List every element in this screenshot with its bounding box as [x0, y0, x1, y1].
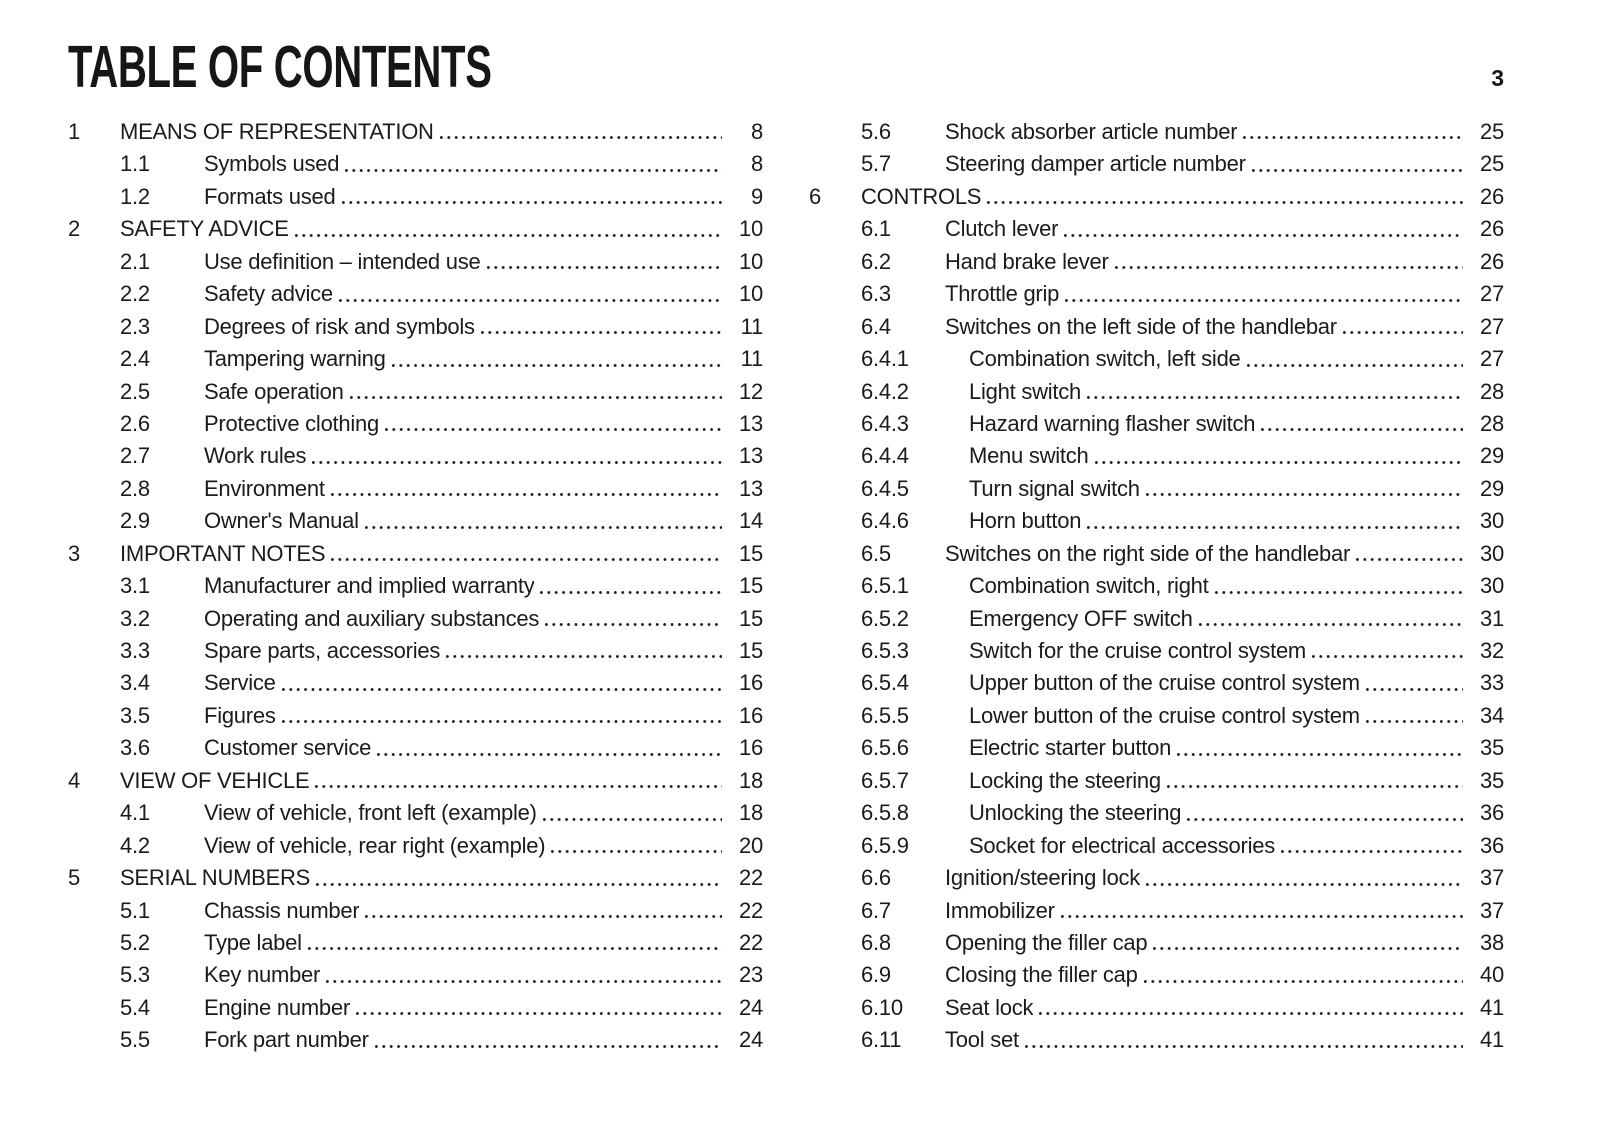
toc-entry-title: View of vehicle, rear right (example) [204, 832, 546, 858]
toc-entry [68, 570, 763, 602]
page-title: TABLE OF CONTENTS [68, 34, 492, 100]
toc-entry-title: Fork part number [204, 1027, 369, 1053]
toc-entry-page: 40 [1480, 962, 1504, 988]
toc-entry-page: 28 [1480, 410, 1504, 436]
toc-entry-number: 5.7 [861, 151, 891, 177]
toc-entry-page: 30 [1480, 508, 1504, 534]
dot-leader-icon [342, 181, 723, 213]
dot-leader-icon [551, 830, 722, 862]
toc-entry-title: Emergency OFF switch [969, 605, 1193, 631]
dot-leader-icon [356, 992, 722, 1024]
toc-entry-title: Electric starter button [969, 735, 1172, 761]
toc-entry-title: Hazard warning flasher switch [969, 410, 1256, 436]
toc-entry [68, 862, 763, 894]
toc-entry-title: Symbols used [204, 151, 340, 177]
toc-entry [68, 278, 763, 310]
dot-leader-icon [282, 667, 722, 699]
toc-entry-page: 16 [739, 735, 763, 761]
toc-entry-page: 15 [739, 605, 763, 631]
toc-entry-page: 22 [739, 929, 763, 955]
toc-entry-title: Type label [204, 929, 302, 955]
toc-entry-title: Shock absorber article number [945, 119, 1238, 144]
toc-entry-title: Throttle grip [945, 281, 1060, 307]
dot-leader-icon [345, 148, 722, 180]
toc-entry [809, 765, 1504, 797]
toc-entry-page: 10 [739, 281, 763, 307]
toc-entry [68, 765, 763, 797]
toc-entry-page: 36 [1480, 800, 1504, 826]
toc-entry [809, 1024, 1504, 1056]
toc-entry [68, 148, 763, 180]
toc-entry-number: 6.5.9 [861, 832, 909, 858]
toc-entry-number: 6.5.6 [861, 735, 909, 761]
toc-entry-page: 25 [1480, 119, 1504, 144]
dot-leader-icon [1146, 862, 1463, 894]
toc-entry [68, 473, 763, 505]
dot-leader-icon [282, 700, 722, 732]
toc-entry [809, 959, 1504, 991]
toc-entry [809, 116, 1504, 148]
toc-entry-number: 6.4.3 [861, 410, 909, 436]
toc-entry-page: 8 [751, 119, 763, 144]
dot-leader-icon [543, 797, 722, 829]
toc-entry-number: 6.4 [861, 313, 891, 339]
toc-entry-title: Key number [204, 962, 321, 988]
dot-leader-icon [331, 473, 722, 505]
dot-leader-icon [350, 376, 722, 408]
dot-leader-icon [481, 311, 722, 343]
toc-entry-title: Environment [204, 475, 325, 501]
dot-leader-icon [545, 603, 722, 635]
toc-entry [809, 278, 1504, 310]
toc-entry-title: Work rules [204, 443, 307, 469]
dot-leader-icon [308, 927, 722, 959]
dot-leader-icon [1215, 570, 1463, 602]
dot-leader-icon [365, 505, 722, 537]
toc-entry-title: Switch for the cruise control system [969, 638, 1307, 663]
toc-entry-title: Use definition – intended use [204, 248, 481, 274]
page-number: 3 [1491, 65, 1504, 91]
toc-entry [809, 830, 1504, 862]
toc-entry-title: Operating and auxiliary substances [204, 605, 540, 631]
toc-entry-title: Hand brake lever [945, 248, 1109, 274]
toc-entry-title: Engine number [204, 994, 350, 1020]
toc-entry-title: Formats used [204, 183, 336, 209]
toc-entry [809, 181, 1504, 213]
toc-entry-title: Chassis number [204, 897, 360, 923]
toc-entry-title: Steering damper article number [945, 151, 1246, 177]
dot-leader-icon [1343, 311, 1463, 343]
toc-entry-page: 33 [1480, 670, 1504, 696]
dot-leader-icon [392, 343, 722, 375]
toc-column-right [809, 116, 1504, 1057]
toc-entry-page: 18 [739, 800, 763, 826]
toc-entry-title: Upper button of the cruise control system [969, 670, 1360, 696]
dot-leader-icon [316, 862, 722, 894]
toc-entry [68, 667, 763, 699]
toc-entry-page: 38 [1480, 929, 1504, 955]
toc-entry-number: 6.11 [861, 1027, 902, 1053]
toc-entry-number: 3.2 [120, 605, 150, 631]
toc-entry-title: Switches on the left side of the handlebar [945, 313, 1337, 339]
dot-leader-icon [1177, 732, 1463, 764]
dot-leader-icon [295, 213, 722, 245]
toc-entry-page: 37 [1480, 897, 1504, 923]
toc-entry-number: 3.3 [120, 638, 150, 663]
toc-entry-number: 6.4.2 [861, 378, 909, 404]
toc-entry-number: 2 [68, 216, 80, 242]
toc-entry-page: 27 [1480, 313, 1504, 339]
toc-entry [68, 538, 763, 570]
toc-entry [68, 440, 763, 472]
toc-entry-page: 10 [739, 216, 763, 242]
toc-entry-title: Combination switch, left side [969, 346, 1241, 372]
toc-entry-page: 29 [1480, 443, 1504, 469]
toc-entry-page: 25 [1480, 151, 1504, 177]
dot-leader-icon [1064, 213, 1463, 245]
toc-entry-page: 18 [739, 767, 763, 793]
toc-entry-page: 24 [739, 1027, 763, 1053]
toc-entry-number: 6.10 [861, 994, 903, 1020]
toc-entry [809, 376, 1504, 408]
toc-entry-page: 11 [740, 313, 763, 339]
toc-entry-title: Service [204, 670, 276, 696]
toc-entry-title: Menu switch [969, 443, 1089, 469]
toc-entry [68, 246, 763, 278]
dot-leader-icon [1095, 440, 1463, 472]
toc-entry-page: 22 [739, 865, 763, 891]
toc-entry-page: 31 [1480, 605, 1504, 631]
dot-leader-icon [1199, 603, 1463, 635]
toc-entry [809, 862, 1504, 894]
dot-leader-icon [1025, 1024, 1463, 1056]
toc-entry [68, 895, 763, 927]
dot-leader-icon [365, 895, 722, 927]
toc-entry-title: Spare parts, accessories [204, 638, 441, 663]
toc-entry-title: Unlocking the steering [969, 800, 1182, 826]
toc-entry-page: 13 [739, 410, 763, 436]
dot-leader-icon [1312, 635, 1463, 667]
toc-entry-number: 6.5 [861, 540, 891, 566]
toc-entry-title: Protective clothing [204, 410, 380, 436]
toc-entry-title: CONTROLS [861, 183, 982, 209]
toc-entry-number: 6.2 [861, 248, 891, 274]
dot-leader-icon [1366, 700, 1463, 732]
toc-entry [68, 927, 763, 959]
toc-entry-title: Ignition/steering lock [945, 865, 1141, 891]
toc-entry-number: 6.4.5 [861, 475, 909, 501]
toc-entry-page: 34 [1480, 702, 1504, 728]
dot-leader-icon [1243, 116, 1463, 148]
toc-entry-number: 2.8 [120, 475, 150, 501]
toc-entry-page: 12 [739, 378, 763, 404]
dot-leader-icon [331, 538, 722, 570]
toc-entry-title: Degrees of risk and symbols [204, 313, 475, 339]
toc-entry-title: Opening the filler cap [945, 929, 1148, 955]
toc-entry-title: MEANS OF REPRESENTATION [120, 119, 434, 144]
toc-entry-number: 2.1 [120, 248, 150, 274]
toc-entry-number: 6.8 [861, 929, 891, 955]
toc-entry-number: 6.3 [861, 281, 891, 307]
toc-entry-title: Closing the filler cap [945, 962, 1138, 988]
toc-entry-number: 6.9 [861, 962, 891, 988]
toc-entry [809, 538, 1504, 570]
dot-leader-icon [540, 570, 722, 602]
toc-entry [809, 700, 1504, 732]
toc-entry-number: 5.5 [120, 1027, 150, 1053]
toc-entry-number: 6.5.8 [861, 800, 909, 826]
toc-entry-page: 26 [1480, 248, 1504, 274]
toc-entry [809, 408, 1504, 440]
toc-entry-page: 41 [1480, 994, 1504, 1020]
toc-entry [809, 213, 1504, 245]
toc-entry [68, 505, 763, 537]
toc-entry-title: Seat lock [945, 994, 1034, 1020]
toc-entry-number: 1.1 [120, 151, 150, 177]
toc-entry-number: 4.1 [120, 800, 150, 826]
toc-entry [68, 830, 763, 862]
toc-entry-title: Figures [204, 702, 276, 728]
toc-entry-page: 27 [1480, 346, 1504, 372]
dot-leader-icon [326, 959, 722, 991]
toc-entry-number: 6.5.3 [861, 638, 909, 663]
toc-entry [809, 732, 1504, 764]
dot-leader-icon [487, 246, 722, 278]
toc-entry-page: 13 [739, 475, 763, 501]
toc-entry [68, 343, 763, 375]
toc-entry [68, 213, 763, 245]
toc-entry-page: 36 [1480, 832, 1504, 858]
toc-entry [68, 992, 763, 1024]
toc-entry-title: View of vehicle, front left (example) [204, 800, 537, 826]
toc-entry-page: 16 [739, 702, 763, 728]
toc-entry [68, 1024, 763, 1056]
toc-entry-page: 35 [1480, 767, 1504, 793]
toc-entry-title: Safety advice [204, 281, 333, 307]
toc-entry [809, 635, 1504, 667]
toc-entry-number: 6.5.4 [861, 670, 909, 696]
toc-entry-page: 16 [739, 670, 763, 696]
toc-entry-page: 32 [1480, 638, 1504, 663]
dot-leader-icon [1247, 343, 1463, 375]
toc-entry-page: 9 [751, 183, 763, 209]
toc-entry [809, 343, 1504, 375]
toc-entry [809, 797, 1504, 829]
toc-entry-number: 5 [68, 865, 80, 891]
toc-entry-title: Lower button of the cruise control system [969, 702, 1360, 728]
toc-entry [809, 927, 1504, 959]
toc-entry-page: 26 [1480, 216, 1504, 242]
toc-entry-number: 2.6 [120, 410, 150, 436]
dot-leader-icon [440, 116, 722, 148]
toc-entry [809, 603, 1504, 635]
toc-entry-number: 6.4.4 [861, 443, 909, 469]
dot-leader-icon [1087, 376, 1463, 408]
toc-entry-number: 1 [68, 119, 80, 144]
toc-entry [809, 246, 1504, 278]
toc-entry-page: 35 [1480, 735, 1504, 761]
toc-entry-page: 15 [739, 573, 763, 599]
toc-entry-page: 14 [739, 508, 763, 534]
toc-entry-number: 3.5 [120, 702, 150, 728]
dot-leader-icon [1261, 408, 1463, 440]
dot-leader-icon [1167, 765, 1463, 797]
toc-entry-number: 6.1 [861, 216, 891, 242]
toc-entry [809, 440, 1504, 472]
toc-entry-number: 6.6 [861, 865, 891, 891]
dot-leader-icon [1366, 667, 1463, 699]
toc-entry-title: Socket for electrical accessories [969, 832, 1275, 858]
toc-entry-title: Switches on the right side of the handlebar [945, 540, 1351, 566]
toc-entry [809, 148, 1504, 180]
dot-leader-icon [1153, 927, 1463, 959]
toc-entry-number: 6.7 [861, 897, 891, 923]
dot-leader-icon [1144, 959, 1463, 991]
toc-columns [68, 116, 1504, 1057]
toc-entry [68, 700, 763, 732]
toc-entry-number: 2.3 [120, 313, 150, 339]
toc-entry-title: Horn button [969, 508, 1082, 534]
toc-entry [809, 992, 1504, 1024]
toc-entry-title: VIEW OF VEHICLE [120, 767, 310, 793]
dot-leader-icon [1187, 797, 1463, 829]
dot-leader-icon [1281, 830, 1463, 862]
toc-entry-number: 4.2 [120, 832, 150, 858]
toc-entry-number: 3.6 [120, 735, 150, 761]
toc-entry-page: 30 [1480, 573, 1504, 599]
toc-entry-number: 6.4.1 [861, 346, 909, 372]
toc-entry-title: Owner's Manual [204, 508, 359, 534]
toc-entry-title: Customer service [204, 735, 372, 761]
toc-entry-page: 11 [740, 346, 763, 372]
toc-entry-page: 24 [739, 994, 763, 1020]
toc-entry-title: Tool set [945, 1027, 1019, 1053]
toc-entry-page: 8 [751, 151, 763, 177]
dot-leader-icon [1146, 473, 1463, 505]
toc-entry-page: 27 [1480, 281, 1504, 307]
dot-leader-icon [1115, 246, 1463, 278]
toc-entry-number: 6.4.6 [861, 508, 909, 534]
toc-entry-title: Combination switch, right [969, 573, 1209, 599]
toc-entry-number: 3 [68, 540, 80, 566]
dot-leader-icon [1252, 148, 1463, 180]
toc-entry-title: Light switch [969, 378, 1081, 404]
toc-entry-number: 5.6 [861, 119, 891, 144]
toc-entry-number: 5.3 [120, 962, 150, 988]
dot-leader-icon [339, 278, 722, 310]
toc-entry [809, 667, 1504, 699]
toc-entry-page: 28 [1480, 378, 1504, 404]
toc-entry-title: Immobilizer [945, 897, 1055, 923]
toc-entry [809, 505, 1504, 537]
toc-entry-number: 2.5 [120, 378, 150, 404]
toc-entry-page: 10 [739, 248, 763, 274]
toc-entry [68, 311, 763, 343]
toc-entry-page: 13 [739, 443, 763, 469]
toc-entry-title: Safe operation [204, 378, 344, 404]
dot-leader-icon [312, 440, 722, 472]
toc-entry-title: Turn signal switch [969, 475, 1140, 501]
toc-entry-page: 41 [1480, 1027, 1504, 1053]
toc-entry-title: Locking the steering [969, 767, 1161, 793]
toc-entry-number: 3.4 [120, 670, 150, 696]
toc-entry-title: SERIAL NUMBERS [120, 865, 311, 891]
toc-entry [68, 635, 763, 667]
toc-entry-number: 4 [68, 767, 80, 793]
toc-entry-title: Manufacturer and implied warranty [204, 573, 535, 599]
toc-entry-title: Clutch lever [945, 216, 1059, 242]
toc-entry-number: 2.9 [120, 508, 150, 534]
toc-entry-number: 6.5.1 [861, 573, 909, 599]
toc-entry-number: 6.5.7 [861, 767, 909, 793]
toc-entry-number: 5.1 [120, 897, 150, 923]
dot-leader-icon [1065, 278, 1463, 310]
toc-entry [809, 473, 1504, 505]
toc-entry-number: 1.2 [120, 183, 150, 209]
toc-entry [68, 116, 763, 148]
dot-leader-icon [987, 181, 1463, 213]
toc-entry [68, 603, 763, 635]
dot-leader-icon [446, 635, 722, 667]
toc-entry [809, 311, 1504, 343]
toc-entry-page: 37 [1480, 865, 1504, 891]
toc-entry [68, 376, 763, 408]
toc-entry-page: 26 [1480, 183, 1504, 209]
toc-entry-number: 5.2 [120, 929, 150, 955]
toc-entry-page: 15 [739, 540, 763, 566]
toc-entry-page: 20 [739, 832, 763, 858]
toc-entry-page: 29 [1480, 475, 1504, 501]
toc-entry-page: 30 [1480, 540, 1504, 566]
toc-entry [68, 408, 763, 440]
toc-entry [68, 732, 763, 764]
toc-entry-title: SAFETY ADVICE [120, 216, 289, 242]
toc-entry-number: 5.4 [120, 994, 150, 1020]
toc-entry-number: 6 [809, 183, 821, 209]
toc-entry [68, 181, 763, 213]
toc-entry-page: 15 [739, 638, 763, 663]
toc-entry-number: 2.2 [120, 281, 150, 307]
toc-entry-title: IMPORTANT NOTES [120, 540, 326, 566]
toc-entry [809, 570, 1504, 602]
toc-entry [68, 797, 763, 829]
dot-leader-icon [377, 732, 722, 764]
toc-entry-page: 23 [739, 962, 763, 988]
dot-leader-icon [1061, 895, 1463, 927]
dot-leader-icon [1039, 992, 1463, 1024]
toc-column-left [68, 116, 763, 1057]
dot-leader-icon [315, 765, 722, 797]
toc-entry-number: 2.4 [120, 346, 150, 372]
toc-entry-number: 6.5.5 [861, 702, 909, 728]
toc-entry-title: Tampering warning [204, 346, 386, 372]
toc-entry-number: 3.1 [120, 573, 150, 599]
dot-leader-icon [1356, 538, 1463, 570]
toc-entry-number: 6.5.2 [861, 605, 909, 631]
dot-leader-icon [375, 1024, 722, 1056]
toc-entry-page: 22 [739, 897, 763, 923]
dot-leader-icon [1087, 505, 1463, 537]
dot-leader-icon [385, 408, 722, 440]
toc-entry [68, 959, 763, 991]
page-header [68, 34, 1504, 100]
toc-entry [809, 895, 1504, 927]
toc-entry-number: 2.7 [120, 443, 150, 469]
